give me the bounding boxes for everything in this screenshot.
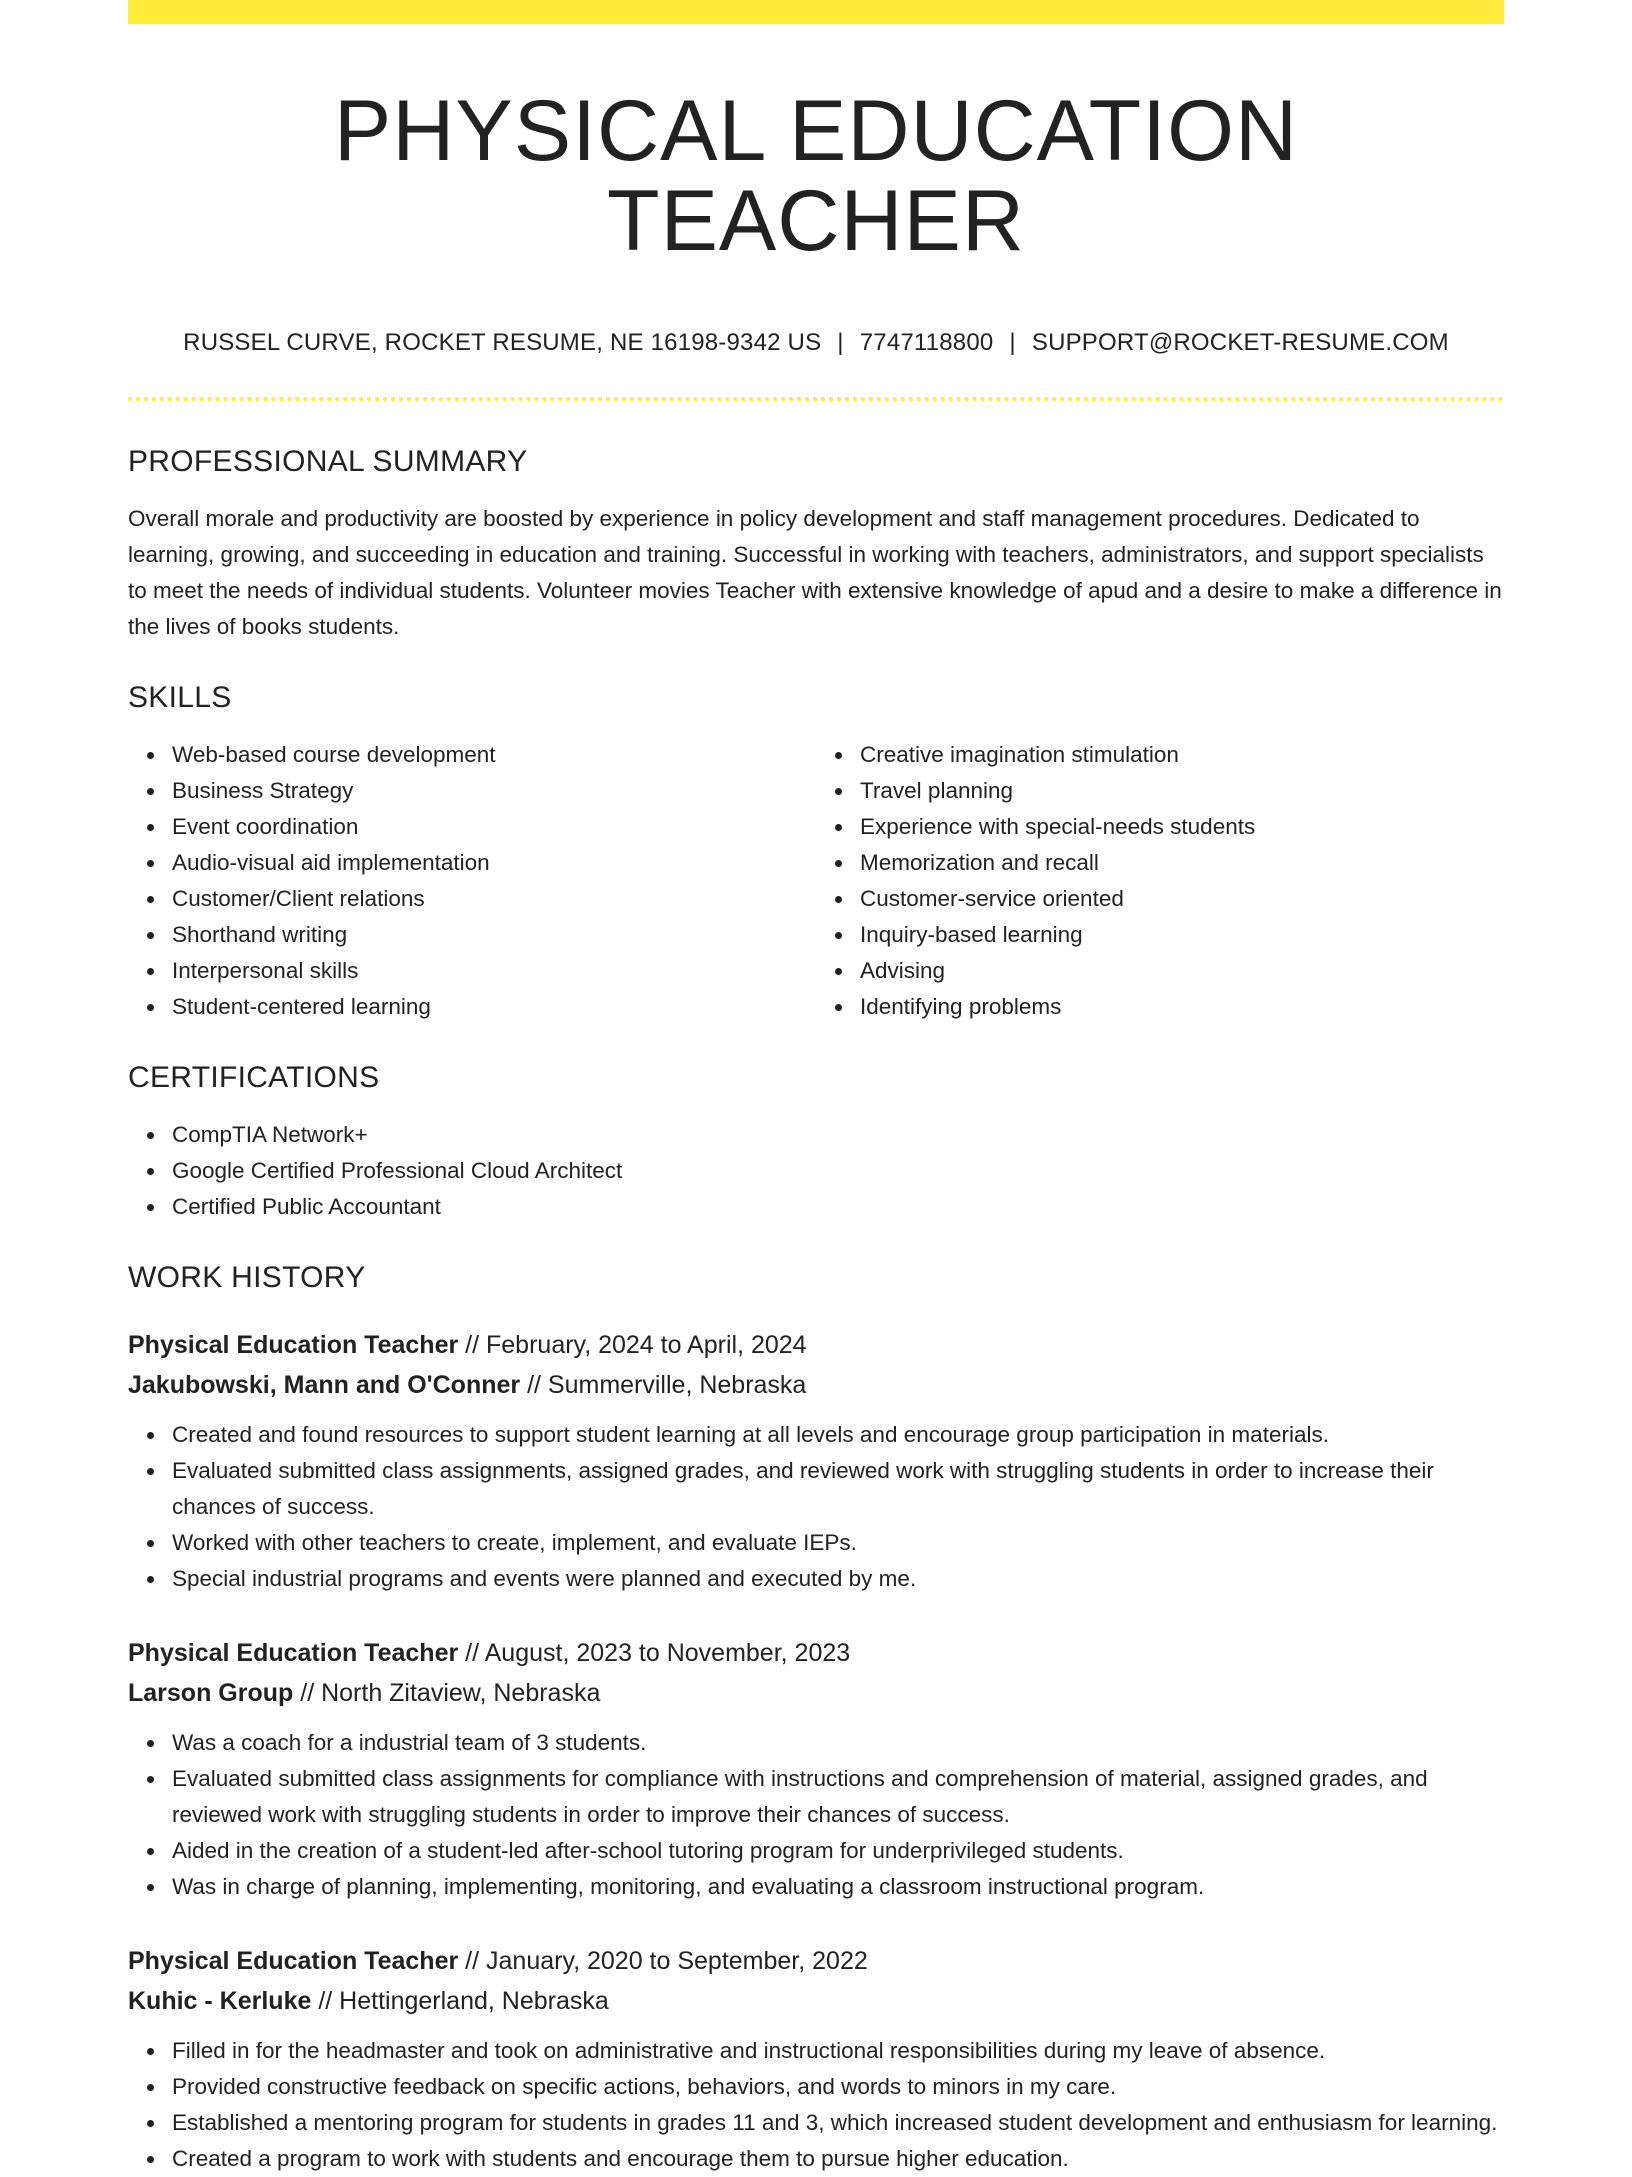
certifications-list [128,1117,1504,1225]
contact-separator: | [837,328,844,356]
contact-email[interactable]: SUPPORT@ROCKET-RESUME.COM [1031,328,1449,356]
job-role-line [128,1941,1504,1981]
job-duty: Created and found resources to support student learning at all levels and encourage group participation in materials. [172,1417,1504,1453]
job-dates: // January, 2020 to September, 2022 [465,1946,868,1975]
skill-item: Experience with special-needs students [860,809,1504,845]
job-duty: Evaluated submitted class assignments, assigned grades, and reviewed work with struggling students in order to increase their chances of success. [172,1453,1504,1525]
job-duty: Was in charge of planning, implementing, monitoring, and evaluating a classroom instructional program. [172,1869,1504,1905]
skill-item: Business Strategy [172,773,816,809]
job-role-line [128,1633,1504,1673]
job-location: // Hettingerland, Nebraska [318,1986,609,2015]
certification-item: Google Certified Professional Cloud Architect [172,1153,1504,1189]
job-company: Larson Group [128,1678,294,1707]
job-dates: // August, 2023 to November, 2023 [465,1638,851,1667]
work-history-heading: WORK HISTORY [128,1260,366,1294]
skills-columns [128,737,1504,1025]
skill-item: Audio-visual aid implementation [172,845,816,881]
skill-item: Web-based course development [172,737,816,773]
certification-item: CompTIA Network+ [172,1117,1504,1153]
job-duties-list [128,1417,1504,1597]
job-location: // North Zitaview, Nebraska [300,1678,601,1707]
job-location: // Summerville, Nebraska [527,1370,807,1399]
job-company: Kuhic - Kerluke [128,1986,312,2015]
summary-text: Overall morale and productivity are boosted by experience in policy development and staff management procedures. Dedicated to learning, growing, and succeeding in education and training. Successful in working with teachers, administrators, and support specialists to meet the needs of individual students. Volunteer movies Teacher with extensive knowledge of apud and a desire to make a difference in the lives of books students. [128,505,1502,639]
top-accent-bar [128,0,1504,24]
job-company-line [128,1673,1504,1713]
skill-item: Identifying problems [860,989,1504,1025]
contact-separator: | [1009,328,1016,356]
job-duty: Filled in for the headmaster and took on administrative and instructional responsibilities during my leave of absence. [172,2033,1504,2069]
skill-item: Creative imagination stimulation [860,737,1504,773]
job-dates: // February, 2024 to April, 2024 [465,1330,807,1359]
skill-item: Interpersonal skills [172,953,816,989]
resume-page [128,0,1504,2177]
job-company-line [128,1365,1504,1405]
job-role: Physical Education Teacher [128,1330,459,1359]
job-entry [128,1633,1504,1905]
job-duty: Special industrial programs and events were planned and executed by me. [172,1561,1504,1597]
job-duty: Established a mentoring program for students in grades 11 and 3, which increased student development and enthusiasm for learning. [172,2105,1504,2141]
job-duty: Aided in the creation of a student-led after-school tutoring program for underprivileged students. [172,1833,1504,1869]
skill-item: Customer-service oriented [860,881,1504,917]
summary-heading: PROFESSIONAL SUMMARY [128,444,528,478]
certifications-heading: CERTIFICATIONS [128,1060,380,1094]
resume-title: PHYSICAL EDUCATION TEACHER [333,83,1299,270]
certification-item: Certified Public Accountant [172,1189,1504,1225]
skills-heading: SKILLS [128,680,232,714]
job-entry [128,1941,1504,2177]
skill-item: Customer/Client relations [172,881,816,917]
skill-item: Memorization and recall [860,845,1504,881]
job-duties-list [128,1725,1504,1905]
skill-item: Event coordination [172,809,816,845]
contact-phone: 7747118800 [859,328,994,356]
dotted-divider [128,397,1504,401]
skills-list-right [816,737,1504,1025]
skill-item: Inquiry-based learning [860,917,1504,953]
contact-address: RUSSEL CURVE, ROCKET RESUME, NE 16198-9342 US [183,328,822,356]
job-entry [128,1325,1504,1597]
job-company: Jakubowski, Mann and O'Conner [128,1370,521,1399]
contact-line [128,329,1504,357]
job-role: Physical Education Teacher [128,1946,459,1975]
skill-item: Travel planning [860,773,1504,809]
skills-list-left [128,737,816,1025]
job-duty: Evaluated submitted class assignments for compliance with instructions and comprehension of material, assigned grades, and reviewed work with struggling students in order to improve their chances of success. [172,1761,1504,1833]
job-duty: Provided constructive feedback on specific actions, behaviors, and words to minors in my care. [172,2069,1504,2105]
job-duty: Was a coach for a industrial team of 3 students. [172,1725,1504,1761]
skill-item: Advising [860,953,1504,989]
job-duty: Created a program to work with students and encourage them to pursue higher education. [172,2141,1504,2177]
skill-item: Student-centered learning [172,989,816,1025]
job-role-line [128,1325,1504,1365]
job-duty: Worked with other teachers to create, implement, and evaluate IEPs. [172,1525,1504,1561]
job-duties-list [128,2033,1504,2177]
job-role: Physical Education Teacher [128,1638,459,1667]
job-company-line [128,1981,1504,2021]
skill-item: Shorthand writing [172,917,816,953]
